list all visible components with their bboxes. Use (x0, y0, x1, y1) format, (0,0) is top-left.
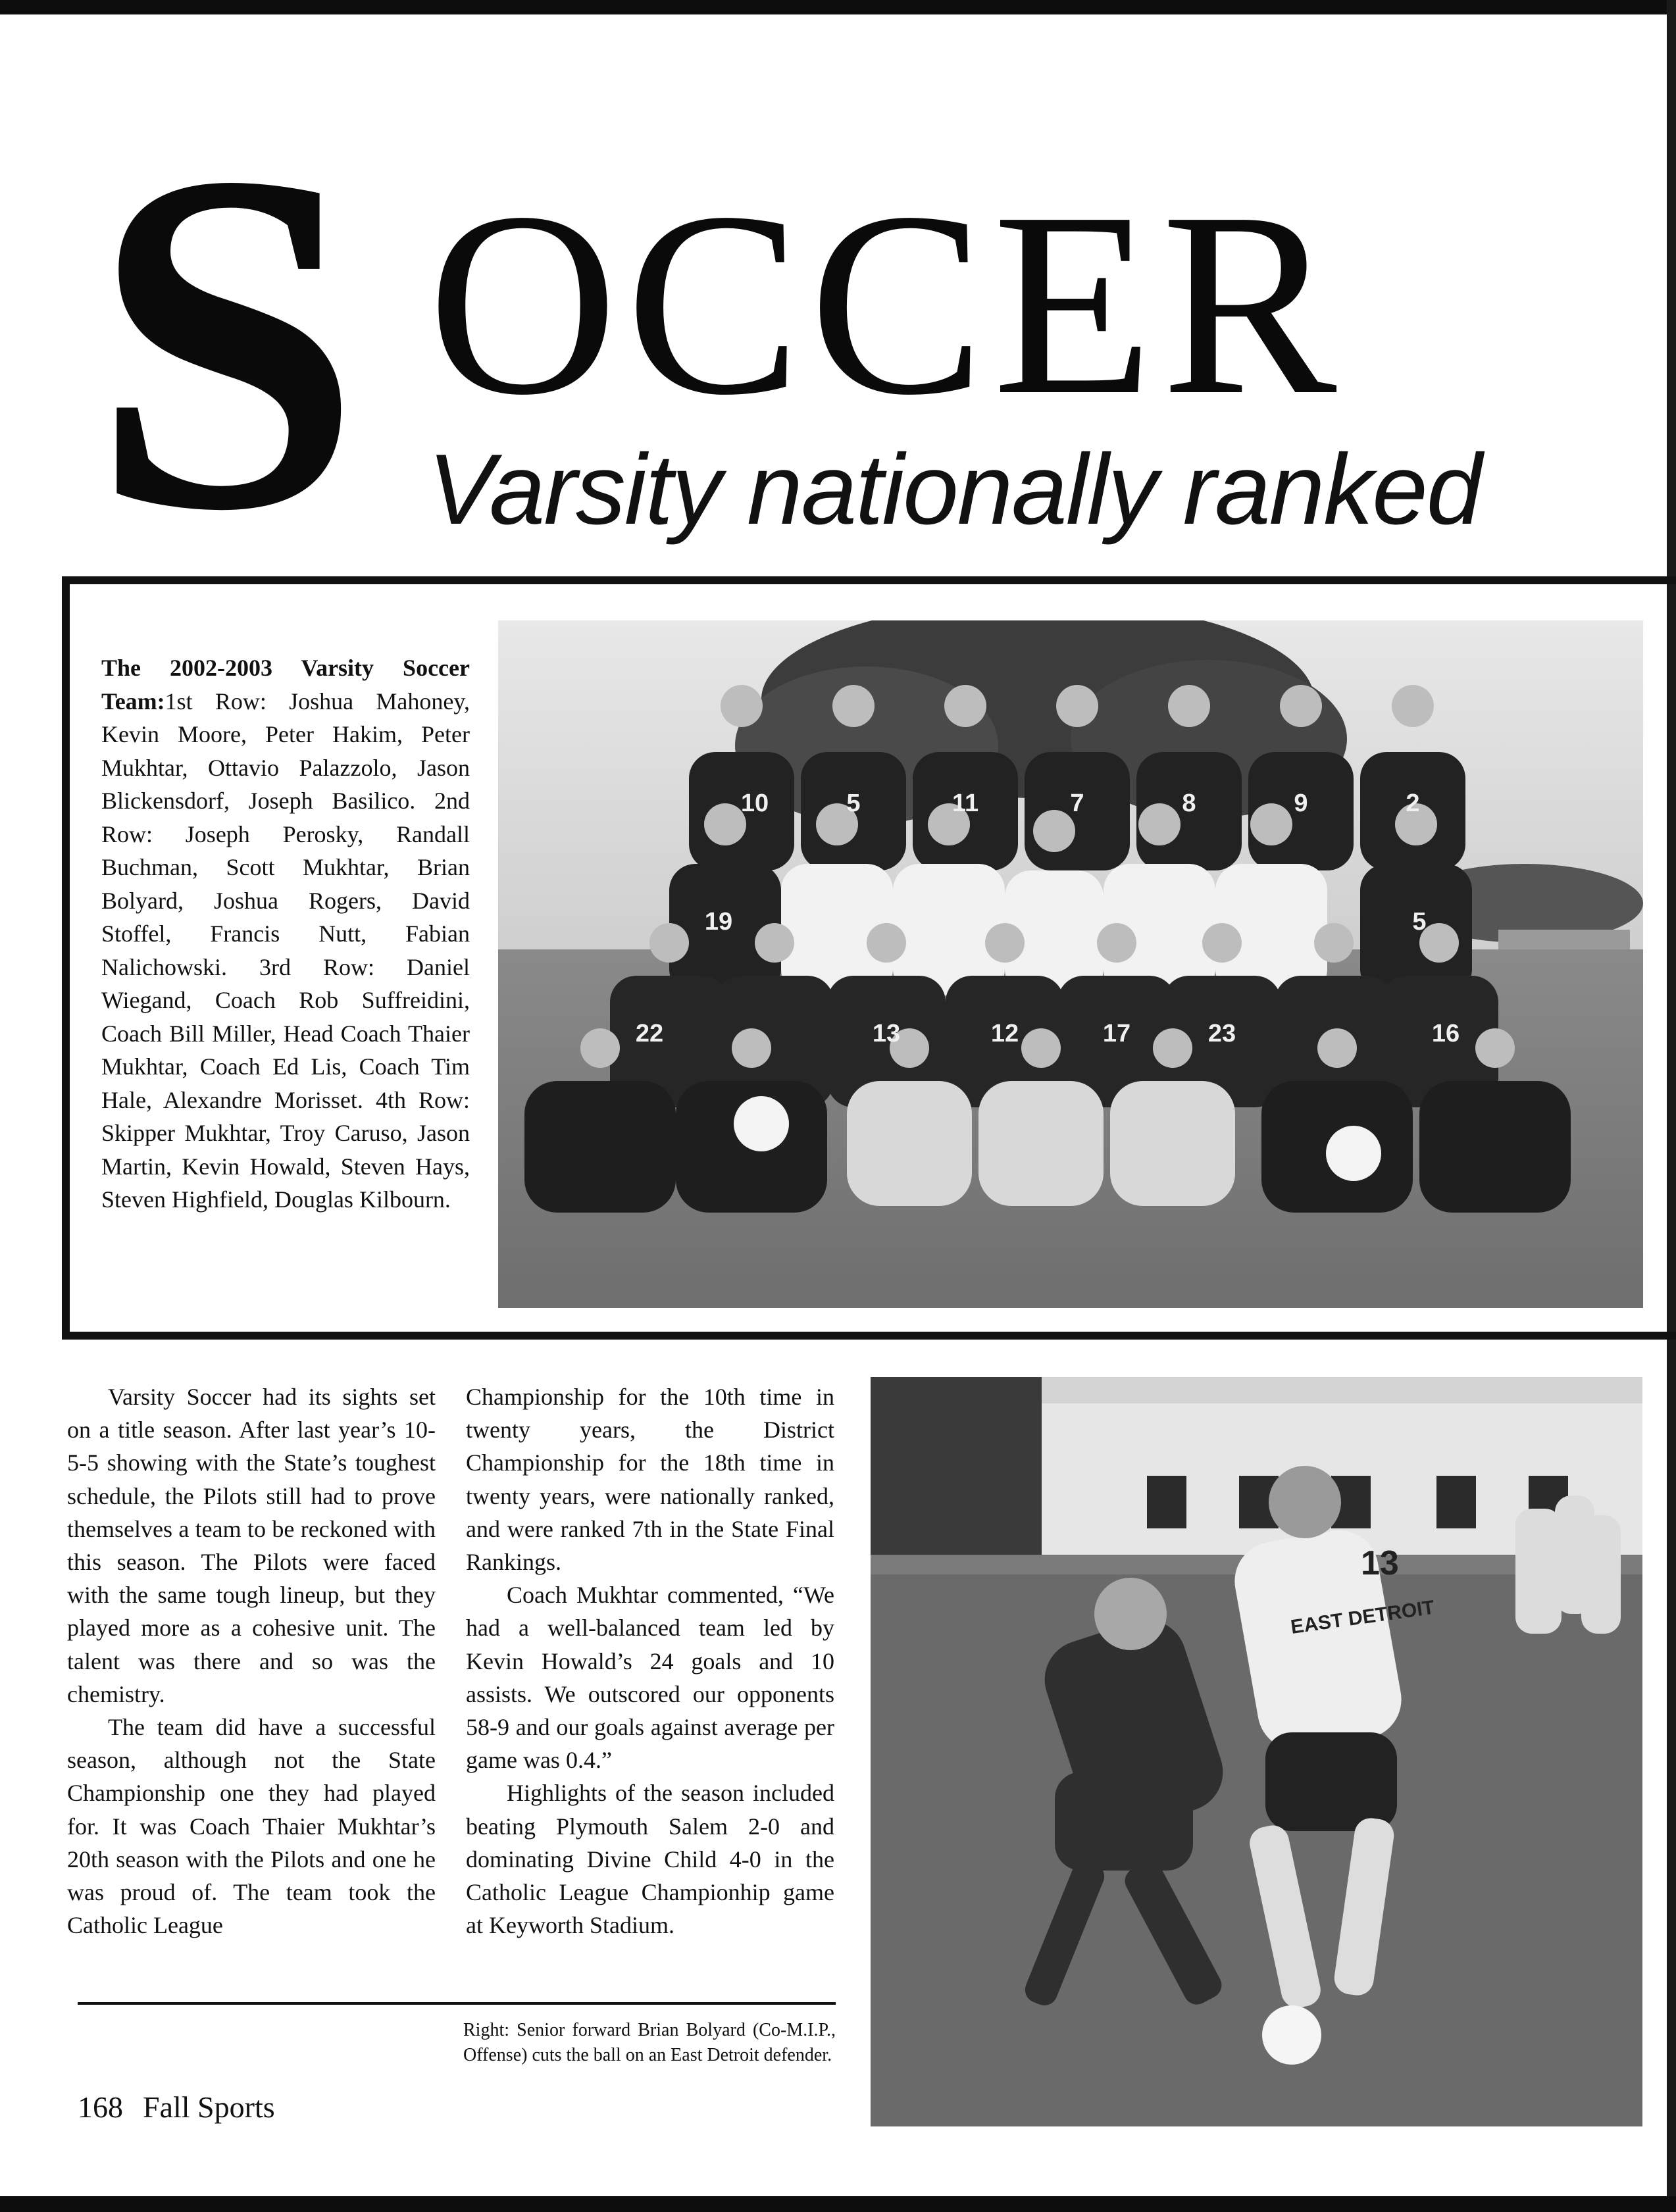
jersey-number: 5 (1412, 908, 1427, 936)
title-rest: OCCER (428, 158, 1345, 449)
caption-rule (78, 2002, 836, 2005)
jersey-number: 7 (1070, 790, 1084, 817)
page-edge-top (0, 0, 1676, 14)
action-photo (871, 1377, 1642, 2126)
action-jersey-text: EAST DETROIT (1289, 1596, 1436, 1638)
jersey-number: 5 (846, 790, 861, 817)
article-paragraph: The team did have a successful season, although not the State Championship one they had played for. It was Coach Thaier Mukhtar’s 20th season with the Pilots and one he was proud of. The team took the Catholic League (67, 1714, 436, 1939)
article-paragraph: Varsity Soccer had its sights set on a title season. After last year’s 10-5-5 showing with the State’s toughest schedule, the Pilots still had to prove themselves a team to be reckoned with this season. The Pilots were faced with the same tough lineup, but they played more as a cohesive unit. The talent was there and so was the chemistry. (67, 1384, 436, 1707)
jersey-number: 2 (1406, 790, 1420, 817)
jersey-number: 22 (635, 1020, 664, 1047)
jersey-number: 13 (872, 1020, 901, 1047)
jersey-number: 10 (740, 790, 769, 817)
team-photo (498, 620, 1643, 1308)
article-paragraph: Highlights of the season included beating Plymouth Salem 2-0 and dominating Divine Child 4-0 in the Catholic League Championhip game at Keyworth Stadium. (466, 1780, 834, 1939)
team-caption-names: 1st Row: Joshua Mahoney, Kevin Moore, Peter Hakim, Peter Mukhtar, Ottavio Palazzolo, Jason Blickensdorf, Joseph Basilico. 2nd Row: Joseph Perosky, Randall Buchman, Scott Mukhtar, Brian Bolyard, Joshua Rogers, David Stoffel, Francis Nutt, Fabian Nalichowski. 3rd Row: Daniel Wiegand, Coach Rob Suffreidini, Coach Bill Miller, Head Coach Thaier Mukhtar, Coach Ed Lis, Coach Tim Hale, Alexandre Morisset. 4th Row: Skipper Mukhtar, Troy Caruso, Jason Martin, Kevin Howald, Steven Hays, Steven Highfield, Douglas Kilbourn. (101, 688, 470, 1213)
jersey-number: 17 (1102, 1020, 1131, 1047)
action-photo-image (871, 1377, 1642, 2126)
photo-caption: Right: Senior forward Brian Bolyard (Co-M.I.P., Offense) cuts the ball on an East Detroit defender. (463, 2020, 836, 2065)
page-number: 168 (78, 2090, 123, 2124)
page-subtitle: Varsity nationally ranked (428, 434, 1481, 545)
team-caption (101, 651, 470, 1217)
jersey-number: 23 (1207, 1020, 1236, 1047)
article-paragraph: Championship for the 10th time in twenty years, the District Championship for the 18th time in twenty years, were nationally ranked, and were ranked 7th in the State Final Rankings. (466, 1384, 834, 1576)
article-paragraph: Coach Mukhtar commented, “We had a well-balanced team led by Kevin Howald’s 24 goals and 10 assists. We outscored our opponents 58-9 and our goals against average per game was 0.4.” (466, 1582, 834, 1774)
jersey-number: 9 (1294, 790, 1308, 817)
jersey-number: 16 (1431, 1020, 1460, 1047)
article-column-2 (466, 1380, 834, 1942)
team-photo-image (498, 620, 1643, 1308)
jersey-number: 12 (990, 1020, 1019, 1047)
team-caption-lead: The 2002-2003 Varsity Soccer Team: (101, 655, 470, 715)
page-folio (78, 2092, 275, 2123)
title-initial: S (91, 72, 362, 611)
action-jersey-number: 13 (1361, 1544, 1399, 1582)
jersey-number: 11 (952, 790, 979, 817)
section-name: Fall Sports (143, 2090, 275, 2124)
jersey-number: 8 (1182, 790, 1196, 817)
article-column-1 (67, 1380, 436, 1942)
page-edge-bottom (0, 2196, 1676, 2212)
jersey-number: 19 (704, 908, 733, 936)
